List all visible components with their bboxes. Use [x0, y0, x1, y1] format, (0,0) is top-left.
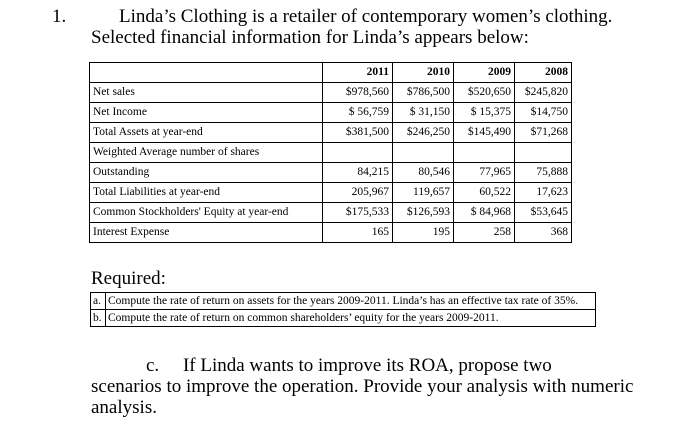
required-item	[91, 293, 596, 310]
table-row	[90, 83, 572, 103]
cell-value: $71,268	[515, 123, 572, 143]
cell-value: $126,593	[393, 203, 454, 223]
cell-value: $ 31,150	[393, 103, 454, 123]
cell-value: $ 15,375	[454, 103, 515, 123]
intro-line-1: Linda’s Clothing is a retailer of contemporary women’s clothing.	[119, 6, 613, 27]
part-c	[91, 355, 691, 418]
year-header: 2010	[393, 63, 454, 83]
required-heading: Required:	[91, 268, 166, 289]
year-header: 2009	[454, 63, 515, 83]
table-row	[90, 223, 572, 243]
table-header-row	[90, 63, 572, 83]
table-row	[90, 103, 572, 123]
cell-value: $246,250	[393, 123, 454, 143]
part-c-letter: c.	[146, 355, 160, 376]
required-item-text: Compute the rate of return on assets for the years 2009-2011. Linda’s has an effective tax rate of 35%.	[106, 293, 596, 310]
header-blank-cell	[90, 63, 323, 83]
year-header: 2011	[323, 63, 393, 83]
table-row	[90, 163, 572, 183]
financial-table	[89, 62, 572, 243]
intro-line-2: Selected financial information for Linda’s appears below:	[91, 27, 529, 48]
cell-value	[454, 143, 515, 163]
row-label: Total Liabilities at year-end	[90, 183, 323, 203]
table-row	[90, 203, 572, 223]
cell-value: $978,560	[323, 83, 393, 103]
question-number: 1.	[52, 6, 67, 27]
required-item-letter: b.	[91, 310, 106, 327]
table-row	[90, 123, 572, 143]
part-c-first-line	[91, 355, 691, 376]
cell-value: 17,623	[515, 183, 572, 203]
row-label: Net sales	[90, 83, 323, 103]
cell-value	[393, 143, 454, 163]
part-c-text-line1: If Linda wants to improve its ROA, propose two	[182, 355, 552, 376]
cell-value: $245,820	[515, 83, 572, 103]
cell-value: 195	[393, 223, 454, 243]
cell-value: 77,965	[454, 163, 515, 183]
row-label: Weighted Average number of shares	[90, 143, 323, 163]
cell-value: $ 56,759	[323, 103, 393, 123]
cell-value: $14,750	[515, 103, 572, 123]
cell-value: 165	[323, 223, 393, 243]
required-item-letter: a.	[91, 293, 106, 310]
cell-value: $145,490	[454, 123, 515, 143]
cell-value: 205,967	[323, 183, 393, 203]
row-label: Interest Expense	[90, 223, 323, 243]
cell-value: 75,888	[515, 163, 572, 183]
cell-value: 368	[515, 223, 572, 243]
row-label: Common Stockholders' Equity at year-end	[90, 203, 323, 223]
cell-value: $175,533	[323, 203, 393, 223]
cell-value	[515, 143, 572, 163]
row-label: Total Assets at year-end	[90, 123, 323, 143]
row-label: Outstanding	[90, 163, 323, 183]
cell-value: $786,500	[393, 83, 454, 103]
cell-value: 119,657	[393, 183, 454, 203]
cell-value	[323, 143, 393, 163]
year-header: 2008	[515, 63, 572, 83]
cell-value: 60,522	[454, 183, 515, 203]
required-table	[90, 292, 596, 327]
cell-value: $520,650	[454, 83, 515, 103]
cell-value: 80,546	[393, 163, 454, 183]
table-row	[90, 183, 572, 203]
required-item-text: Compute the rate of return on common shareholders’ equity for the years 2009-2011.	[106, 310, 596, 327]
cell-value: $381,500	[323, 123, 393, 143]
question-intro	[91, 6, 691, 48]
table-row	[90, 143, 572, 163]
cell-value: 84,215	[323, 163, 393, 183]
row-label: Net Income	[90, 103, 323, 123]
cell-value: 258	[454, 223, 515, 243]
required-item	[91, 310, 596, 327]
cell-value: $53,645	[515, 203, 572, 223]
part-c-text-rest: scenarios to improve the operation. Provide your analysis with numeric analysis.	[91, 376, 634, 418]
cell-value: $ 84,968	[454, 203, 515, 223]
